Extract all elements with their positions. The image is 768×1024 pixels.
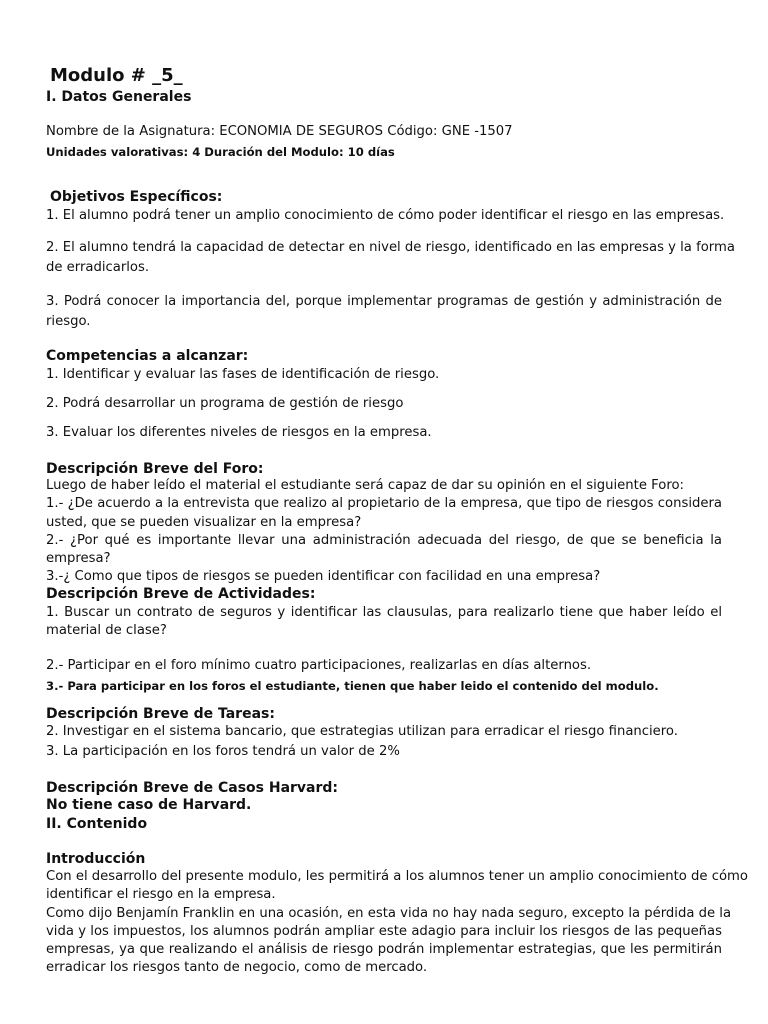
competencia-3: 3. Evaluar los diferentes niveles de riesgos en la empresa. [46, 425, 432, 440]
intro-p2-line-3: empresas, ya que realizando el análisis de riesgo podrán implementar estrategias, que les permitirán [46, 942, 722, 957]
foro-q1-line-1: 1.- ¿De acuerdo a la entrevista que realizo al propietario de la empresa, que tipo de riesgos considera [46, 496, 722, 511]
tareas-heading: Descripción Breve de Tareas: [46, 706, 275, 722]
objetivo-2-line-2: de erradicarlos. [46, 260, 150, 275]
foro-q3: 3.-¿ Como que tipos de riesgos se pueden identificar con facilidad en una empresa? [46, 569, 601, 584]
competencias-heading: Competencias a alcanzar: [46, 348, 249, 364]
section-datos-generales: I. Datos Generales [46, 89, 192, 105]
foro-intro: Luego de haber leído el material el estudiante será capaz de dar su opinión en el siguiente Foro: [46, 478, 684, 493]
foro-heading: Descripción Breve del Foro: [46, 461, 264, 477]
actividad-1-line-1: 1. Buscar un contrato de seguros y identificar las clausulas, para realizarlo tiene que haber leído el [46, 605, 722, 620]
objetivos-heading: Objetivos Específicos: [50, 189, 223, 205]
actividad-2: 2.- Participar en el foro mínimo cuatro participaciones, realizarlas en días alternos. [46, 658, 592, 673]
intro-p1-line-2: identificar el riesgo en la empresa. [46, 887, 276, 902]
intro-p2-line-1: Como dijo Benjamín Franklin en una ocasión, en esta vida no hay nada seguro, excepto la pérdida de la [46, 906, 732, 921]
harvard-heading: Descripción Breve de Casos Harvard: [46, 780, 339, 796]
intro-p2-line-2: vida y los impuestos, los alumnos podrán ampliar este adagio para incluir los riesgos de las pequeñas [46, 924, 722, 939]
tarea-3: 3. La participación en los foros tendrá un valor de 2% [46, 744, 400, 759]
section-contenido: II. Contenido [46, 816, 148, 832]
asignatura-line: Nombre de la Asignatura: ECONOMIA DE SEGUROS Código: GNE -1507 [46, 124, 513, 139]
actividad-3: 3.- Para participar en los foros el estudiante, tienen que haber leido el contenido del modulo. [46, 679, 659, 693]
competencia-1: 1. Identificar y evaluar las fases de identificación de riesgo. [46, 367, 440, 382]
objetivo-1: 1. El alumno podrá tener un amplio conocimiento de cómo poder identificar el riesgo en las empresas. [46, 208, 725, 223]
intro-p2-line-4: erradicar los riesgos tanto de negocio, como de mercado. [46, 960, 428, 975]
objetivo-3-line-1: 3. Podrá conocer la importancia del, porque implementar programas de gestión y administración de [46, 294, 722, 309]
unidades-line: Unidades valorativas: 4 Duración del Modulo: 10 días [46, 145, 395, 159]
actividades-heading: Descripción Breve de Actividades: [46, 586, 316, 602]
tarea-2: 2. Investigar en el sistema bancario, que estrategias utilizan para erradicar el riesgo financiero. [46, 724, 678, 739]
competencia-2: 2. Podrá desarrollar un programa de gestión de riesgo [46, 396, 404, 411]
actividad-1-line-2: material de clase? [46, 623, 167, 638]
module-title: Modulo # _5_ [50, 65, 183, 86]
foro-q1-line-2: usted, que se pueden visualizar en la empresa? [46, 515, 362, 530]
harvard-none: No tiene caso de Harvard. [46, 797, 252, 813]
objetivo-2-line-1: 2. El alumno tendrá la capacidad de detectar en nivel de riesgo, identificado en las empresas y la forma [46, 240, 735, 255]
introduccion-heading: Introducción [46, 851, 146, 867]
objetivo-3-line-2: riesgo. [46, 314, 91, 329]
intro-p1-line-1: Con el desarrollo del presente modulo, les permitirá a los alumnos tener un amplio conocimiento de cómo [46, 869, 748, 884]
foro-q2-line-1: 2.- ¿Por qué es importante llevar una administración adecuada del riesgo, de que se beneficia la [46, 533, 722, 548]
foro-q2-line-2: empresa? [46, 551, 111, 566]
